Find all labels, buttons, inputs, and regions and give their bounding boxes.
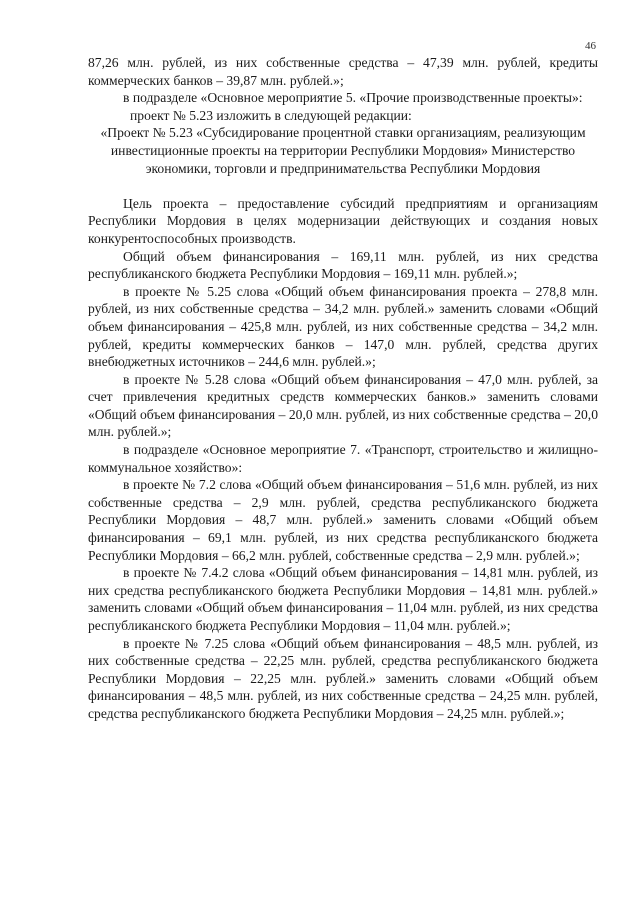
paragraph-continuation: 87,26 млн. рублей, из них собственные средства – 47,39 млн. рублей, кредиты коммерческих банков – 39,87 млн. рублей.»; [88,55,598,88]
paragraph-project-5-28: в проекте № 5.28 слова «Общий объем финансирования – 47,0 млн. рублей, за счет привлечения кредитных средств коммерческих банков.» заменить словами «Общий объем финансирования – 20,0 млн. рублей, из них собственные средства – 20,0 млн. рублей.»; [88,371,598,440]
page-number: 46 [585,40,596,52]
blank-line [88,177,598,195]
paragraph-project-7-2: в проекте № 7.2 слова «Общий объем финансирования – 51,6 млн. рублей, из них собственные средства – 2,9 млн. рублей, средства республиканского бюджета Республики Мордовия – 48,7 млн. рублей.» заменить словами «Общий объем финансирования – 69,1 млн. рублей, из них средства республиканского бюджета Республики Мордовия – 66,2 млн. рублей, собственные средства – 2,9 млн. рублей.»; [88,477,598,563]
paragraph-project-5-23-intro: проект № 5.23 изложить в следующей редакции: [130,107,412,123]
document-body [88,54,598,723]
paragraph-subsection-5: в подразделе «Основное мероприятие 5. «Прочие производственные проекты»: [123,90,583,106]
project-5-23-title: «Проект № 5.23 «Субсидирование процентной ставки организациям, реализующим инвестиционные проекты на территории Республики Мордовия» Министерство экономики, торговли и предпринимательства Республики Мордовия [100,125,586,176]
paragraph-project-5-25: в проекте № 5.25 слова «Общий объем финансирования проекта – 278,8 млн. рублей, из них собственные средства – 34,2 млн. рублей.» заменить словами «Общий объем финансирования – 425,8 млн. рублей, из них собственные средства – 34,2 млн. рублей, кредиты коммерческих банков – 147,0 млн. рублей, средства других внебюджетных источников – 244,6 млн. рублей.»; [88,283,598,370]
paragraph-subsection-7: в подразделе «Основное мероприятие 7. «Транспорт, строительство и жилищно-коммунальное хозяйство»: [88,442,598,475]
paragraph-project-financing: Общий объем финансирования – 169,11 млн. рублей, из них средства республиканского бюджета Республики Мордовия – 169,11 млн. рублей.»; [88,248,598,282]
paragraph-project-7-25: в проекте № 7.25 слова «Общий объем финансирования – 48,5 млн. рублей, из них собственные средства – 22,25 млн. рублей, средства республиканского бюджета Республики Мордовия – 22,25 млн. рублей.» заменить словами «Общий объем финансирования – 48,5 млн. рублей, из них собственные средства – 24,25 млн. рублей, средства республиканского бюджета Республики Мордовия – 24,25 млн. рублей.»; [88,635,598,721]
paragraph-project-goal: Цель проекта – предоставление субсидий предприятиям и организациям Республики Мордовия в целях модернизации действующих и создания новых конкурентоспособных производств. [88,195,598,246]
paragraph-project-7-4-2: в проекте № 7.4.2 слова «Общий объем финансирования – 14,81 млн. рублей, из них средства республиканского бюджета Республики Мордовия – 14,81 млн. рублей.» заменить словами «Общий объем финансирования – 11,04 млн. рублей, из них средства республиканского бюджета Республики Мордовия – 11,04 млн. рублей.»; [88,565,598,633]
